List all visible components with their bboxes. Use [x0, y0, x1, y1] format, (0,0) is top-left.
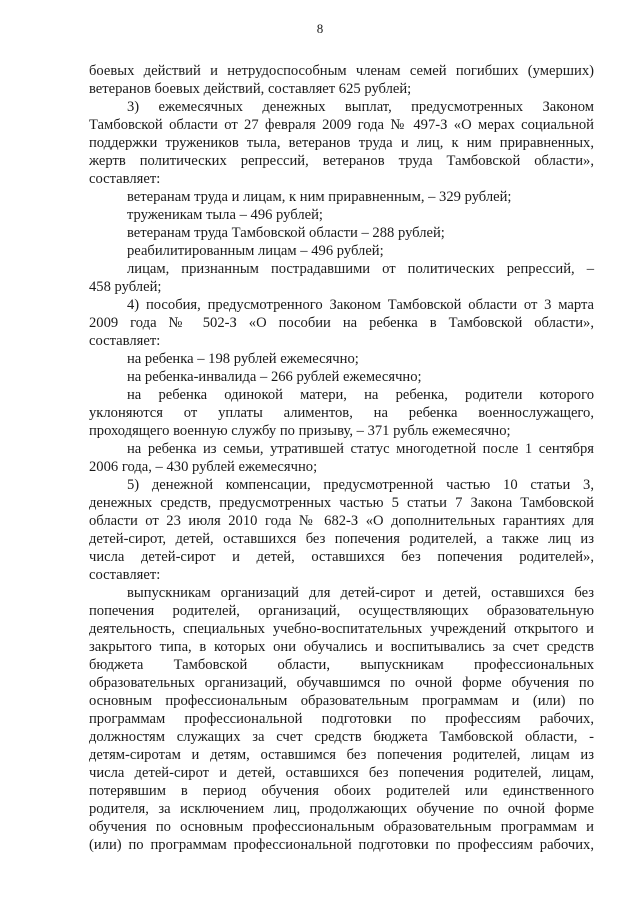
text-line: труженикам тыла – 496 рублей; [127, 207, 323, 223]
page-number: 8 [316, 21, 324, 36]
text-line: ветеранов боевых действий, составляет 625 рублей; [89, 81, 412, 97]
text-line: 4) пособия, предусмотренного Законом Тамбовской области от 3 марта [127, 297, 594, 313]
text-line: на ребенка – 198 рублей ежемесячно; [127, 351, 359, 367]
text-line: составляет: [89, 333, 161, 349]
text-line: числа детей-сирот и детей, оставшихся без попечения родителей, лицам, [89, 765, 594, 781]
text-line: 2009 года № 502-З «О пособии на ребенка в Тамбовской области», [89, 315, 594, 331]
document-body [89, 62, 594, 854]
text-line: боевых действий и нетрудоспособным членам семей погибших (умерших) [89, 63, 594, 79]
text-line: числа детей-сирот и детей, оставшихся без попечения родителей», [89, 549, 594, 565]
text-line: ветеранам труда Тамбовской области – 288 рублей; [127, 225, 445, 241]
text-line: ветеранам труда и лицам, к ним приравненным, – 329 рублей; [127, 189, 512, 205]
text-line: 5) денежной компенсации, предусмотренной частью 10 статьи 3, [127, 477, 594, 493]
text-line: основным профессиональным образовательным программам и (или) по [89, 693, 594, 709]
text-line: составляет: [89, 171, 161, 187]
text-line: области от 23 июля 2010 года № 682-З «О дополнительных гарантиях для [89, 513, 594, 529]
text-line: обучения по основным профессиональным образовательным программам и [89, 819, 594, 835]
text-line: закрытого типа, в которых они обучались и воспитывались за счет средств [89, 639, 594, 655]
text-line: потерявшим в период обучения обоих родителей или единственного [89, 783, 594, 799]
text-line: денежных средств, предусмотренных частью 5 статьи 7 Закона Тамбовской [89, 495, 594, 511]
text-line: составляет: [89, 567, 161, 583]
text-line: программам профессиональной подготовки по профессиям рабочих, [89, 711, 594, 727]
text-line: (или) по программам профессиональной подготовки по профессиям рабочих, [89, 837, 594, 853]
text-line: должностям служащих за счет средств бюджета Тамбовской области, - [89, 729, 594, 745]
text-line: образовательных организаций, обучавшимся по очной форме обучения по [89, 675, 594, 691]
text-line: поддержки тружеников тыла, ветеранов труда и лиц, к ним приравненных, [89, 135, 594, 151]
text-line: на ребенка из семьи, утратившей статус многодетной после 1 сентября [127, 441, 594, 457]
text-line: 2006 года, – 430 рублей ежемесячно; [89, 459, 318, 475]
text-line: 458 рублей; [89, 279, 162, 295]
text-line: детям-сиротам и детям, оставшимся без попечения родителей, лицам из [89, 747, 594, 763]
text-line: реабилитированным лицам – 496 рублей; [127, 243, 384, 259]
text-line: жертв политических репрессий, ветеранов труда Тамбовской области», [89, 153, 594, 169]
text-line: детей-сирот, детей, оставшихся без попечения родителей, а также лиц из [89, 531, 594, 547]
text-line: выпускникам организаций для детей-сирот и детей, оставшихся без [127, 585, 594, 601]
text-line: Тамбовской области от 27 февраля 2009 года № 497-З «О мерах социальной [89, 117, 594, 133]
text-line: родителя, за исключением лиц, продолжающих обучение по очной форме [89, 801, 594, 817]
text-line: деятельность, специальных учебно-воспитательных учреждений открытого и [89, 621, 594, 637]
text-line: лицам, признанным пострадавшими от политических репрессий, – [127, 261, 594, 277]
text-line: на ребенка одинокой матери, на ребенка, родители которого [127, 387, 594, 403]
text-line: проходящего военную службу по призыву, – 371 рубль ежемесячно; [89, 423, 511, 439]
text-line: уклоняются от уплаты алиментов, на ребенка военнослужащего, [89, 405, 594, 421]
text-line: попечения родителей, организаций, осуществляющих образовательную [89, 603, 594, 619]
text-line: 3) ежемесячных денежных выплат, предусмотренных Законом [127, 99, 594, 115]
text-line: бюджета Тамбовской области, выпускникам профессиональных [89, 657, 594, 673]
text-line: на ребенка-инвалида – 266 рублей ежемесячно; [127, 369, 422, 385]
